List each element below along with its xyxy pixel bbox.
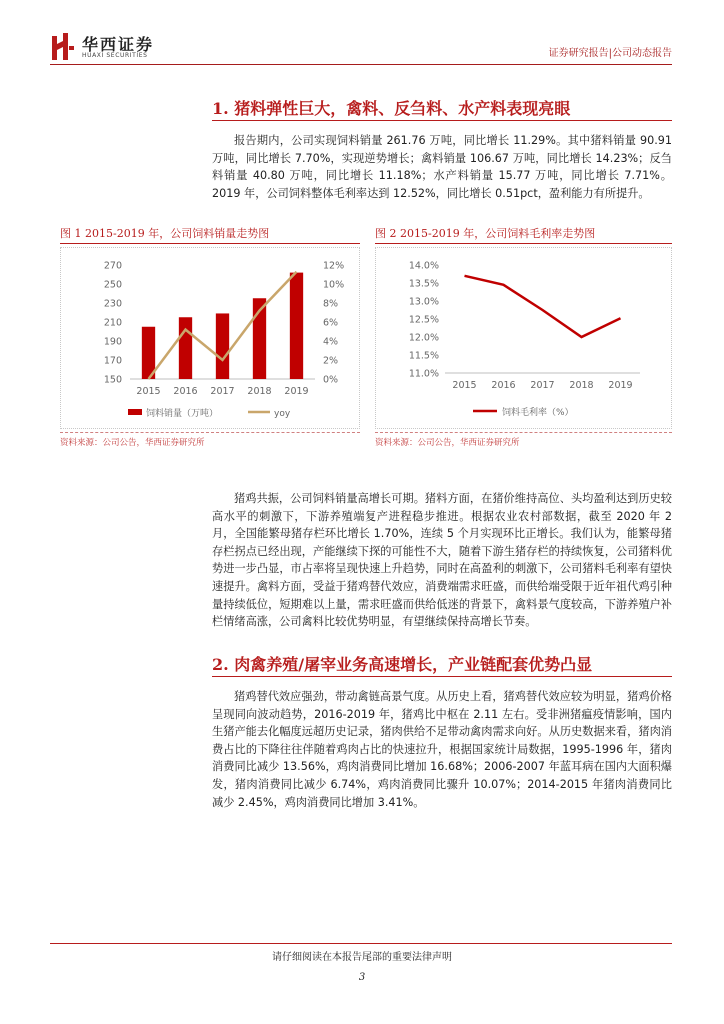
header-divider [50,64,672,65]
logo-english-name: HUAXI SECURITIES [82,52,148,59]
figure-2-source-rule [375,432,672,433]
y-axis-tick-label: 14.0% [408,260,439,272]
sales-volume-bar [179,317,192,379]
legend-label-yoy: yoy [274,409,291,419]
left-axis-tick-label: 150 [103,374,122,386]
sales-volume-bar [290,273,303,379]
y-axis-tick-label: 13.5% [408,278,439,290]
left-axis-tick-label: 230 [103,298,122,310]
huaxi-logo-icon [50,32,76,62]
legend-label-margin: 饲料毛利率（%） [502,408,574,418]
gross-margin-line [465,276,621,337]
figure-2-caption-rule [375,243,672,244]
right-axis-tick-label: 0% [323,374,339,386]
section-2-paragraph: 猪鸡替代效应强劲，带动禽链高景气度。从历史上看，猪鸡替代效应较为明显，猪鸡价格呈现同向波动趋势，2016-2019 年，猪鸡比中枢在 2.11 左右。受非洲猪瘟疫情影响，国内生猪产能去化幅度远超历史记录，猪肉供给不足带动禽肉需求向好。从历史数据来看，猪肉消费占比的下降往往伴随着鸡肉占比的快速拉升，根据国家统计局数据，1995-1996 年，猪肉消费同比减少 13.56%，鸡肉消费同比增加 16.68%；2006-2007 年蓝耳病在国内大面积爆发，猪肉消费同比减少 6.74%，鸡肉消费同比骤升 10.07%；2014-2015 年猪肉消费同比减少 2.45%，鸡肉消费同比增加 3.41%。 [212,690,672,809]
figure-1-caption: 图 1 2015-2019 年，公司饲料销量走势图 [60,227,270,240]
section-1-paragraph: 报告期内，公司实现饲料销量 261.76 万吨，同比增长 11.29%。其中猪料销量 90.91 万吨，同比增长 7.70%，实现逆势增长；禽料销量 106.67 万吨，同比增长 14.23%；反刍料销量 40.80 万吨，同比增长 11.18%；水产料销量 15.77 万吨，同比增长 7.71%。2019 年，公司饲料整体毛利率达到 12.52%，同比增长 0.51pct，盈利能力有所提升。 [212,134,672,200]
right-axis-tick-label: 8% [323,298,339,310]
right-axis-tick-label: 4% [323,336,339,348]
figure-1-caption-rule [60,243,360,244]
left-axis-tick-label: 270 [103,260,122,272]
left-axis-tick-label: 250 [103,279,122,291]
page-number: 3 [358,972,366,983]
gross-margin-chart [375,247,672,429]
section-2-title: 2. 肉禽养殖/屠宰业务高速增长，产业链配套优势凸显 [212,655,593,674]
figure-1-source-rule [60,432,360,433]
body-paragraph-2: 猪鸡共振，公司饲料销量高增长可期。猪料方面，在猪价维持高位、头均盈利达到历史较高水平的刺激下，下游养殖端复产进程稳步推进。根据农业农村部数据，截至 2020 年 2 月，全国能繁母猪存栏环比增长 1.70%，连续 5 个月实现环比正增长。我们认为，能繁母猪存栏拐点已经出现，产能继续下探的可能性不大，随着下游生猪存栏的持续恢复，公司猪料优势进一步凸显，市占率将呈现快速上升趋势，同时在高盈利的刺激下，公司猪料毛利率有望快速提升。禽料方面，受益于猪鸡替代效应，消费端需求旺盛，而供给端受限于近年祖代鸡引种量持续低位，短期难以上量，需求旺盛而供给低迷的背景下，禽料景气度较高，下游养殖户补栏情绪高涨，公司禽料比较优势明显，有望继续保持高增长节奏。 [212,492,672,629]
x-axis-tick-label: 2016 [173,386,198,397]
legend-swatch-bar [128,409,142,415]
x-axis-tick-label: 2015 [452,380,477,391]
sales-volume-bar [216,313,229,379]
y-axis-tick-label: 11.5% [408,350,439,362]
footer-disclaimer: 请仔细阅读在本报告尾部的重要法律声明 [272,952,452,963]
x-axis-tick-label: 2016 [491,380,516,391]
footer-divider [50,943,672,944]
logo-chinese-name: 华西证券 [82,35,155,54]
x-axis-tick-label: 2018 [569,380,594,391]
left-axis-tick-label: 190 [103,336,122,348]
x-axis-tick-label: 2017 [210,386,235,397]
y-axis-tick-label: 13.0% [408,296,439,308]
section-2-underline [212,676,672,677]
right-axis-tick-label: 12% [323,260,345,272]
x-axis-tick-label: 2019 [608,380,633,391]
figure-2-source: 资料来源：公司公告，华西证券研究所 [375,438,520,448]
x-axis-tick-label: 2018 [247,386,272,397]
section-1-underline [212,120,672,121]
right-axis-tick-label: 10% [323,279,345,291]
left-axis-tick-label: 210 [103,317,122,329]
sales-volume-chart [60,247,360,429]
y-axis-tick-label: 11.0% [408,368,439,380]
y-axis-tick-label: 12.5% [408,314,439,326]
section-1-title: 1. 猪料弹性巨大，禽料、反刍料、水产料表现亮眼 [212,99,571,118]
report-type: 证券研究报告|公司动态报告 [548,48,672,59]
left-axis-tick-label: 170 [103,355,122,367]
legend-label-sales: 饲料销量（万吨） [146,409,219,419]
x-axis-tick-label: 2019 [284,386,309,397]
right-axis-tick-label: 2% [323,355,339,367]
x-axis-tick-label: 2017 [530,380,555,391]
figure-2-caption: 图 2 2015-2019 年，公司饲料毛利率走势图 [375,227,596,240]
y-axis-tick-label: 12.0% [408,332,439,344]
figure-1-source: 资料来源：公司公告，华西证券研究所 [60,438,205,448]
x-axis-tick-label: 2015 [136,386,161,397]
right-axis-tick-label: 6% [323,317,339,329]
